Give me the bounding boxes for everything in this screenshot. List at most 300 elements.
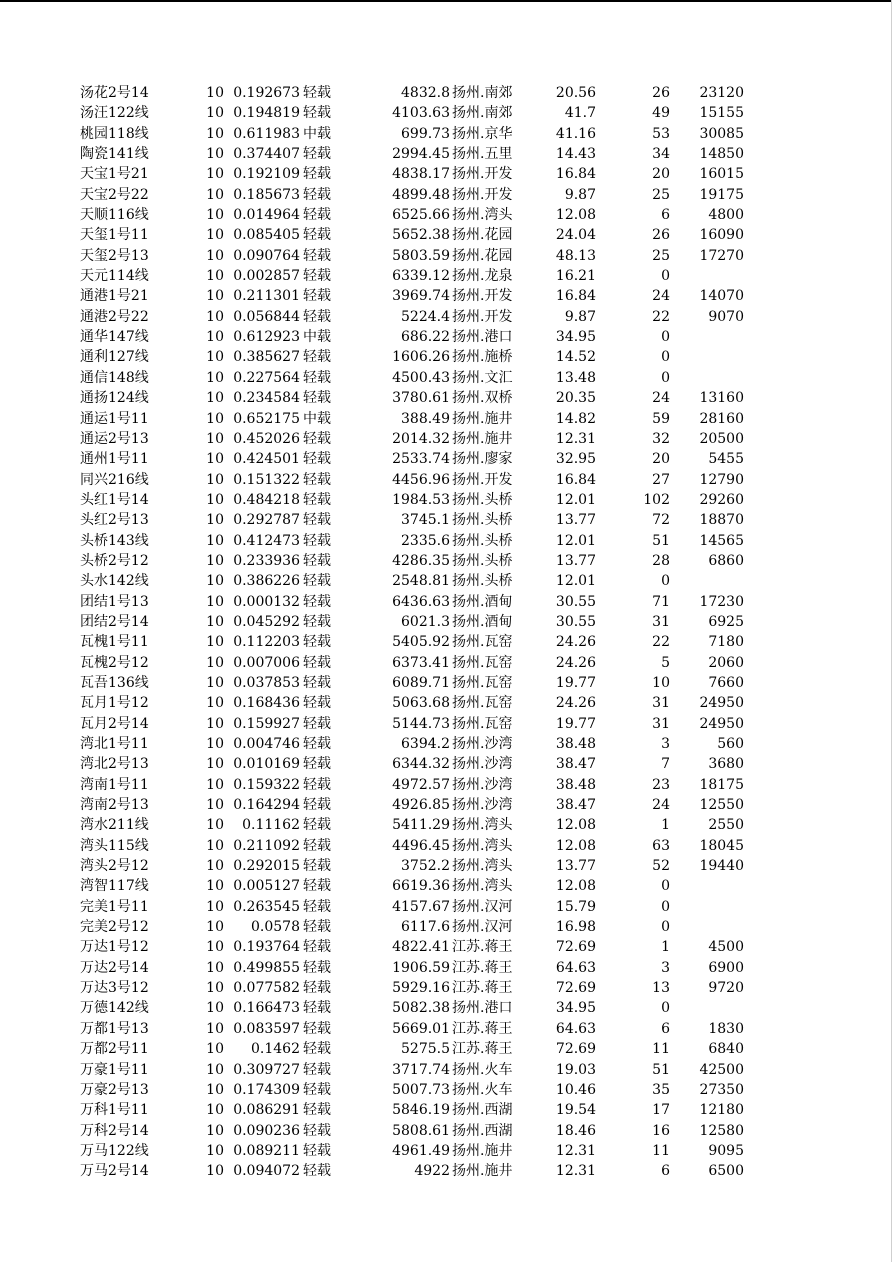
- line-name-cell: 天宝2号22: [80, 186, 149, 203]
- capacity-cell: 6339.12: [392, 268, 450, 285]
- area-cell: 扬州.廖家: [452, 451, 513, 468]
- transformer-capacity-cell: 7180: [708, 634, 744, 651]
- area-cell: 江苏.蒋王: [452, 939, 513, 956]
- load-rate-cell: 0.000132: [233, 593, 300, 610]
- transformer-capacity-cell: 4500: [708, 939, 744, 956]
- load-status-cell: 轻载: [303, 613, 331, 630]
- load-rate-cell: 0.083597: [233, 1020, 300, 1037]
- transformer-capacity-cell: 17270: [699, 247, 744, 264]
- table-row: [78, 551, 758, 571]
- line-length-cell: 14.52: [555, 349, 596, 366]
- table-row: [78, 1019, 758, 1039]
- transformer-count-cell: 25: [652, 186, 670, 203]
- load-status-cell: 轻载: [303, 268, 331, 285]
- load-rate-cell: 0.037853: [233, 674, 300, 691]
- voltage-cell: 10: [206, 1122, 224, 1139]
- line-name-cell: 瓦槐2号12: [80, 654, 149, 671]
- line-length-cell: 72.69: [555, 939, 596, 956]
- table-row: [78, 449, 758, 469]
- table-row: [78, 347, 758, 367]
- transformer-count-cell: 6: [661, 1020, 670, 1037]
- transformer-capacity-cell: 16015: [699, 166, 744, 183]
- table-row: [78, 958, 758, 978]
- area-cell: 江苏.蒋王: [452, 1020, 513, 1037]
- transformer-count-cell: 28: [652, 552, 670, 569]
- transformer-count-cell: 5: [661, 654, 670, 671]
- line-length-cell: 13.77: [555, 552, 596, 569]
- line-name-cell: 湾水211线: [80, 817, 149, 834]
- load-rate-cell: 0.0578: [251, 919, 300, 936]
- load-rate-cell: 0.164294: [233, 797, 300, 814]
- load-rate-cell: 0.309727: [233, 1061, 300, 1078]
- area-cell: 扬州.湾头: [452, 817, 513, 834]
- line-length-cell: 72.69: [555, 1041, 596, 1058]
- capacity-cell: 6373.41: [392, 654, 450, 671]
- load-status-cell: 轻载: [303, 1081, 331, 1098]
- load-rate-cell: 0.424501: [233, 451, 300, 468]
- line-name-cell: 湾智117线: [80, 878, 149, 895]
- line-length-cell: 13.77: [555, 512, 596, 529]
- load-rate-cell: 0.056844: [233, 308, 300, 325]
- line-name-cell: 万豪2号13: [80, 1081, 149, 1098]
- line-length-cell: 16.98: [555, 919, 596, 936]
- voltage-cell: 10: [206, 1061, 224, 1078]
- capacity-cell: 3752.2: [401, 858, 450, 875]
- line-length-cell: 12.08: [555, 207, 596, 224]
- table-row: [78, 1039, 758, 1059]
- area-cell: 扬州.沙湾: [452, 756, 513, 773]
- transformer-count-cell: 3: [661, 959, 670, 976]
- capacity-cell: 5929.16: [392, 980, 450, 997]
- transformer-capacity-cell: 16090: [699, 227, 744, 244]
- load-rate-cell: 0.385627: [233, 349, 300, 366]
- voltage-cell: 10: [206, 552, 224, 569]
- transformer-capacity-cell: 18175: [699, 776, 744, 793]
- line-length-cell: 34.95: [555, 329, 596, 346]
- page-top-border: [0, 0, 892, 2]
- capacity-cell: 4157.67: [392, 898, 450, 915]
- line-name-cell: 通扬124线: [80, 390, 149, 407]
- table-row: [78, 998, 758, 1018]
- area-cell: 扬州.港口: [452, 1000, 513, 1017]
- transformer-count-cell: 24: [652, 797, 670, 814]
- load-rate-cell: 0.211092: [233, 837, 300, 854]
- table-row: [78, 1060, 758, 1080]
- line-name-cell: 通华147线: [80, 329, 149, 346]
- transformer-count-cell: 51: [652, 532, 670, 549]
- area-cell: 扬州.施井: [452, 1142, 513, 1159]
- voltage-cell: 10: [206, 654, 224, 671]
- transformer-count-cell: 32: [652, 430, 670, 447]
- transformer-count-cell: 17: [652, 1102, 670, 1119]
- load-status-cell: 轻载: [303, 837, 331, 854]
- transformer-capacity-cell: [676, 266, 744, 286]
- transformer-count-cell: 22: [652, 634, 670, 651]
- line-length-cell: 20.35: [555, 390, 596, 407]
- capacity-cell: 3717.74: [392, 1061, 450, 1078]
- transformer-count-cell: 3: [661, 736, 670, 752]
- transformer-count-cell: 20: [652, 451, 670, 468]
- transformer-count-cell: 52: [652, 858, 670, 875]
- transformer-capacity-cell: 7660: [708, 674, 744, 691]
- load-rate-cell: 0.086291: [233, 1102, 300, 1119]
- voltage-cell: 10: [206, 125, 224, 142]
- line-name-cell: 万德142线: [80, 1000, 149, 1017]
- area-cell: 扬州.开发: [452, 308, 513, 325]
- table-row: [78, 612, 758, 632]
- area-cell: 扬州.汉河: [452, 919, 513, 936]
- table-row: [78, 571, 758, 591]
- line-length-cell: 9.87: [564, 186, 596, 203]
- transformer-capacity-cell: [676, 327, 744, 347]
- transformer-count-cell: 23: [652, 776, 670, 793]
- line-length-cell: 41.7: [564, 105, 596, 122]
- transformer-count-cell: 0: [661, 919, 670, 936]
- table-row: [78, 409, 758, 429]
- capacity-cell: 4926.85: [392, 797, 450, 814]
- transformer-count-cell: 1: [661, 939, 670, 956]
- transformer-capacity-cell: 2550: [708, 817, 744, 834]
- transformer-count-cell: 0: [661, 329, 670, 346]
- table-row: [78, 307, 758, 327]
- voltage-cell: 10: [206, 166, 224, 183]
- capacity-cell: 5846.19: [392, 1102, 450, 1119]
- transformer-count-cell: 35: [652, 1081, 670, 1098]
- area-cell: 扬州.花园: [452, 247, 513, 264]
- transformer-capacity-cell: 23120: [699, 85, 744, 101]
- voltage-cell: 10: [206, 207, 224, 224]
- line-length-cell: 19.54: [555, 1102, 596, 1119]
- load-rate-cell: 0.089211: [233, 1142, 300, 1159]
- transformer-capacity-cell: 4800: [708, 207, 744, 224]
- line-name-cell: 天宝1号21: [80, 166, 149, 183]
- load-rate-cell: 0.112203: [233, 634, 300, 651]
- load-status-cell: 轻载: [303, 1020, 331, 1037]
- transformer-capacity-cell: 6840: [708, 1041, 744, 1058]
- voltage-cell: 10: [206, 268, 224, 285]
- table-row: [78, 673, 758, 693]
- voltage-cell: 10: [206, 532, 224, 549]
- table-row: [78, 429, 758, 449]
- capacity-cell: 5411.29: [392, 817, 450, 834]
- load-rate-cell: 0.611983: [233, 125, 300, 142]
- load-status-cell: 轻载: [303, 430, 331, 447]
- load-rate-cell: 0.185673: [233, 186, 300, 203]
- table-row: [78, 83, 758, 103]
- capacity-cell: 4822.41: [392, 939, 450, 956]
- transformer-capacity-cell: 12550: [699, 797, 744, 814]
- capacity-cell: 5808.61: [392, 1122, 450, 1139]
- area-cell: 扬州.头桥: [452, 532, 513, 549]
- transformer-capacity-cell: 6900: [708, 959, 744, 976]
- area-cell: 扬州.施井: [452, 1163, 513, 1180]
- load-status-cell: 轻载: [303, 166, 331, 183]
- line-length-cell: 24.04: [555, 227, 596, 244]
- transformer-capacity-cell: 24950: [699, 695, 744, 712]
- load-rate-cell: 0.386226: [233, 573, 300, 590]
- voltage-cell: 10: [206, 369, 224, 386]
- capacity-cell: 388.49: [401, 410, 450, 427]
- load-status-cell: 轻载: [303, 247, 331, 264]
- voltage-cell: 10: [206, 247, 224, 264]
- transformer-count-cell: 16: [652, 1122, 670, 1139]
- load-rate-cell: 0.166473: [233, 1000, 300, 1017]
- area-cell: 扬州.西湖: [452, 1102, 513, 1119]
- transformer-count-cell: 1: [661, 817, 670, 834]
- line-name-cell: 瓦槐1号11: [80, 634, 149, 651]
- table-row: [78, 897, 758, 917]
- transformer-count-cell: 0: [661, 369, 670, 386]
- voltage-cell: 10: [206, 634, 224, 651]
- line-length-cell: 38.47: [555, 756, 596, 773]
- load-status-cell: 轻载: [303, 349, 331, 366]
- area-cell: 江苏.蒋王: [452, 959, 513, 976]
- load-status-cell: 轻载: [303, 939, 331, 956]
- area-cell: 扬州.京华: [452, 125, 513, 142]
- data-sheet: [78, 83, 758, 1182]
- voltage-cell: 10: [206, 451, 224, 468]
- load-status-cell: 轻载: [303, 512, 331, 529]
- voltage-cell: 10: [206, 288, 224, 305]
- transformer-count-cell: 49: [652, 105, 670, 122]
- voltage-cell: 10: [206, 186, 224, 203]
- load-status-cell: 轻载: [303, 369, 331, 386]
- load-rate-cell: 0.211301: [233, 288, 300, 305]
- load-rate-cell: 0.045292: [233, 613, 300, 630]
- load-status-cell: 轻载: [303, 451, 331, 468]
- load-rate-cell: 0.292787: [233, 512, 300, 529]
- capacity-cell: 2994.45: [392, 146, 450, 163]
- capacity-cell: 1984.53: [392, 491, 450, 508]
- line-name-cell: 湾南2号13: [80, 797, 149, 814]
- voltage-cell: 10: [206, 980, 224, 997]
- load-status-cell: 轻载: [303, 919, 331, 936]
- table-row: [78, 246, 758, 266]
- transformer-count-cell: 53: [652, 125, 670, 142]
- load-status-cell: 轻载: [303, 552, 331, 569]
- area-cell: 扬州.头桥: [452, 552, 513, 569]
- voltage-cell: 10: [206, 613, 224, 630]
- line-name-cell: 头红1号14: [80, 491, 149, 508]
- voltage-cell: 10: [206, 939, 224, 956]
- table-row: [78, 286, 758, 306]
- line-length-cell: 16.84: [555, 288, 596, 305]
- area-cell: 扬州.头桥: [452, 573, 513, 590]
- line-length-cell: 32.95: [555, 451, 596, 468]
- table-row: [78, 185, 758, 205]
- load-rate-cell: 0.652175: [233, 410, 300, 427]
- load-status-cell: 轻载: [303, 980, 331, 997]
- line-length-cell: 18.46: [555, 1122, 596, 1139]
- table-row: [78, 225, 758, 245]
- voltage-cell: 10: [206, 959, 224, 976]
- transformer-count-cell: 10: [652, 674, 670, 691]
- load-status-cell: 轻载: [303, 390, 331, 407]
- table-row: [78, 693, 758, 713]
- transformer-count-cell: 24: [652, 390, 670, 407]
- transformer-count-cell: 24: [652, 288, 670, 305]
- line-length-cell: 12.01: [555, 532, 596, 549]
- line-name-cell: 万达1号12: [80, 939, 149, 956]
- capacity-cell: 6436.63: [392, 593, 450, 610]
- table-row: [78, 876, 758, 896]
- capacity-cell: 4496.45: [392, 837, 450, 854]
- line-name-cell: 通信148线: [80, 369, 149, 386]
- capacity-cell: 6344.32: [392, 756, 450, 773]
- transformer-capacity-cell: 19440: [699, 858, 744, 875]
- load-status-cell: 轻载: [303, 1122, 331, 1139]
- voltage-cell: 10: [206, 410, 224, 427]
- voltage-cell: 10: [206, 512, 224, 529]
- line-name-cell: 万达3号12: [80, 980, 149, 997]
- load-rate-cell: 0.227564: [233, 369, 300, 386]
- transformer-count-cell: 20: [652, 166, 670, 183]
- table-row: [78, 1080, 758, 1100]
- line-length-cell: 38.48: [555, 776, 596, 793]
- transformer-count-cell: 6: [661, 1163, 670, 1180]
- voltage-cell: 10: [206, 674, 224, 691]
- load-rate-cell: 0.002857: [233, 268, 300, 285]
- transformer-capacity-cell: 30085: [699, 125, 744, 142]
- table-row: [78, 531, 758, 551]
- voltage-cell: 10: [206, 491, 224, 508]
- transformer-count-cell: 0: [661, 1000, 670, 1017]
- area-cell: 扬州.南郊: [452, 85, 513, 101]
- capacity-cell: 4832.8: [401, 85, 450, 101]
- transformer-capacity-cell: [676, 368, 744, 388]
- load-rate-cell: 0.090764: [233, 247, 300, 264]
- line-length-cell: 10.46: [555, 1081, 596, 1098]
- load-rate-cell: 0.1462: [251, 1041, 300, 1058]
- load-status-cell: 轻载: [303, 634, 331, 651]
- transformer-capacity-cell: [676, 571, 744, 591]
- line-length-cell: 15.79: [555, 898, 596, 915]
- line-name-cell: 万都2号11: [80, 1041, 149, 1058]
- load-status-cell: 轻载: [303, 1061, 331, 1078]
- capacity-cell: 2014.32: [392, 430, 450, 447]
- area-cell: 扬州.火车: [452, 1081, 513, 1098]
- transformer-count-cell: 31: [652, 695, 670, 712]
- capacity-cell: 4972.57: [392, 776, 450, 793]
- load-status-cell: 轻载: [303, 471, 331, 488]
- capacity-cell: 6117.6: [401, 919, 450, 936]
- load-status-cell: 轻载: [303, 797, 331, 814]
- voltage-cell: 10: [206, 85, 224, 101]
- line-name-cell: 万科1号11: [80, 1102, 149, 1119]
- table-row: [78, 714, 758, 734]
- load-rate-cell: 0.094072: [233, 1163, 300, 1180]
- line-name-cell: 通港2号22: [80, 308, 149, 325]
- area-cell: 扬州.头桥: [452, 512, 513, 529]
- capacity-cell: 6525.66: [392, 207, 450, 224]
- load-status-cell: 轻载: [303, 1102, 331, 1119]
- load-status-cell: 轻载: [303, 736, 331, 752]
- capacity-cell: 6394.2: [401, 736, 450, 752]
- load-status-cell: 轻载: [303, 146, 331, 163]
- table-row: [78, 1121, 758, 1141]
- voltage-cell: 10: [206, 1000, 224, 1017]
- line-length-cell: 19.03: [555, 1061, 596, 1078]
- capacity-cell: 1906.59: [392, 959, 450, 976]
- area-cell: 扬州.瓦窑: [452, 634, 513, 651]
- area-cell: 扬州.南郊: [452, 105, 513, 122]
- transformer-capacity-cell: [676, 347, 744, 367]
- line-name-cell: 同兴216线: [80, 471, 149, 488]
- capacity-cell: 5652.38: [392, 227, 450, 244]
- load-rate-cell: 0.010169: [233, 756, 300, 773]
- load-status-cell: 轻载: [303, 1000, 331, 1017]
- transformer-count-cell: 34: [652, 146, 670, 163]
- table-row: [78, 266, 758, 286]
- line-length-cell: 24.26: [555, 654, 596, 671]
- transformer-count-cell: 26: [652, 85, 670, 101]
- load-rate-cell: 0.005127: [233, 878, 300, 895]
- transformer-count-cell: 25: [652, 247, 670, 264]
- line-length-cell: 9.87: [564, 308, 596, 325]
- transformer-capacity-cell: 6860: [708, 552, 744, 569]
- load-status-cell: 中载: [303, 125, 331, 142]
- transformer-count-cell: 11: [652, 1041, 670, 1058]
- load-rate-cell: 0.159927: [233, 715, 300, 732]
- table-row: [78, 205, 758, 225]
- transformer-count-cell: 27: [652, 471, 670, 488]
- transformer-count-cell: 0: [661, 268, 670, 285]
- capacity-cell: 4103.63: [392, 105, 450, 122]
- voltage-cell: 10: [206, 695, 224, 712]
- transformer-capacity-cell: 18045: [699, 837, 744, 854]
- line-length-cell: 16.21: [555, 268, 596, 285]
- area-cell: 扬州.花园: [452, 227, 513, 244]
- line-name-cell: 通运1号11: [80, 410, 149, 427]
- capacity-cell: 5007.73: [392, 1081, 450, 1098]
- line-length-cell: 14.82: [555, 410, 596, 427]
- line-name-cell: 瓦月1号12: [80, 695, 149, 712]
- voltage-cell: 10: [206, 837, 224, 854]
- line-length-cell: 30.55: [555, 593, 596, 610]
- capacity-cell: 3780.61: [392, 390, 450, 407]
- line-length-cell: 12.01: [555, 491, 596, 508]
- transformer-count-cell: 31: [652, 613, 670, 630]
- area-cell: 扬州.施井: [452, 430, 513, 447]
- table-row: [78, 1141, 758, 1161]
- voltage-cell: 10: [206, 227, 224, 244]
- transformer-count-cell: 51: [652, 1061, 670, 1078]
- line-name-cell: 湾南1号11: [80, 776, 149, 793]
- table-row: [78, 978, 758, 998]
- area-cell: 扬州.湾头: [452, 858, 513, 875]
- capacity-cell: 1606.26: [392, 349, 450, 366]
- capacity-cell: 5275.5: [401, 1041, 450, 1058]
- transformer-capacity-cell: [676, 876, 744, 896]
- transformer-count-cell: 0: [661, 573, 670, 590]
- area-cell: 扬州.湾头: [452, 878, 513, 895]
- line-name-cell: 湾头2号12: [80, 858, 149, 875]
- table-row: [78, 510, 758, 530]
- load-rate-cell: 0.085405: [233, 227, 300, 244]
- transformer-capacity-cell: 6500: [708, 1163, 744, 1180]
- voltage-cell: 10: [206, 1041, 224, 1058]
- line-name-cell: 天玺1号11: [80, 227, 149, 244]
- area-cell: 扬州.开发: [452, 166, 513, 183]
- voltage-cell: 10: [206, 390, 224, 407]
- voltage-cell: 10: [206, 919, 224, 936]
- capacity-cell: 2335.6: [401, 532, 450, 549]
- transformer-count-cell: 59: [652, 410, 670, 427]
- line-length-cell: 19.77: [555, 674, 596, 691]
- capacity-cell: 4838.17: [392, 166, 450, 183]
- load-status-cell: 轻载: [303, 308, 331, 325]
- load-rate-cell: 0.090236: [233, 1122, 300, 1139]
